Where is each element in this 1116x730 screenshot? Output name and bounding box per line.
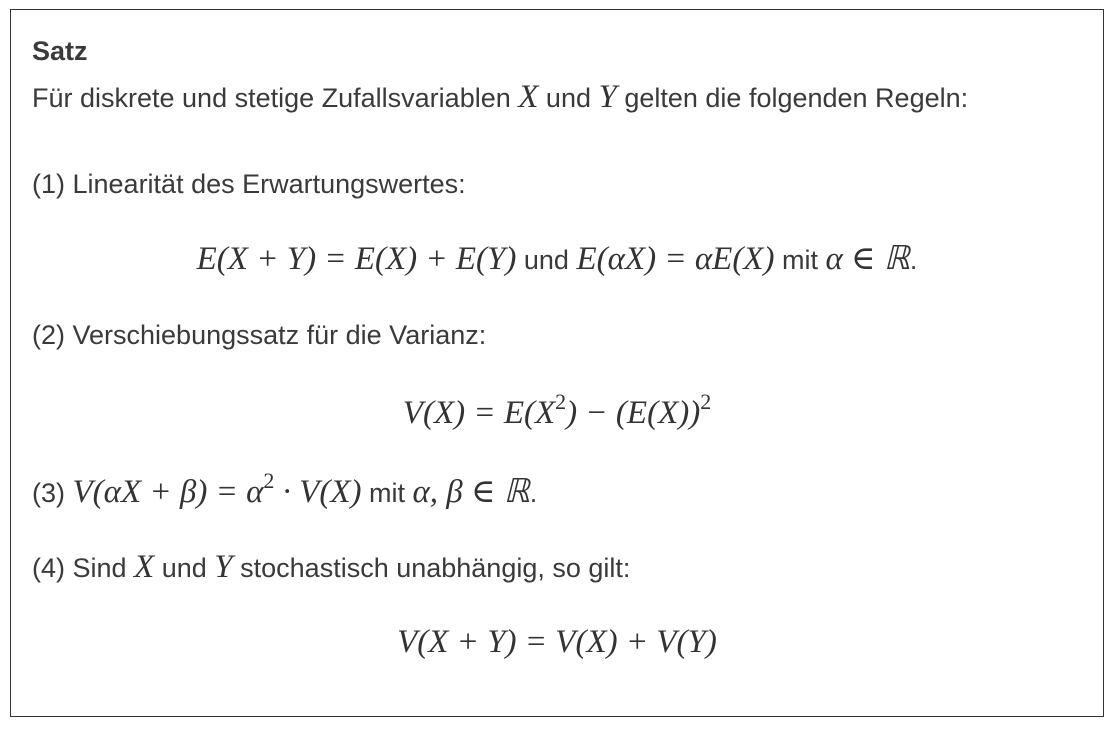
rule4-text-middle: und bbox=[154, 553, 215, 583]
intro-var-y: Y bbox=[598, 79, 617, 115]
theorem-title: Satz bbox=[32, 36, 88, 66]
intro-text-before: Für diskrete und stetige Zufallsvariablen bbox=[32, 83, 519, 113]
intro-var-x: X bbox=[518, 79, 539, 115]
rule3-connector-mit: mit bbox=[361, 478, 413, 508]
rule1-formula bbox=[10, 242, 1104, 277]
rule4-var-y: Y bbox=[214, 549, 233, 585]
rule3-condition: α, β ∈ ℝ bbox=[412, 474, 530, 510]
rule3-label: (3) bbox=[32, 478, 73, 508]
rule1-condition: α ∈ ℝ bbox=[825, 241, 910, 277]
rule4-formula-text: V(X + Y) = V(X) + V(Y) bbox=[397, 624, 717, 660]
rule4-heading bbox=[32, 550, 630, 585]
rule2-formula-left: V(X) = E(X bbox=[402, 395, 556, 431]
rule3-exponent: 2 bbox=[263, 468, 275, 493]
intro-text-after: gelten die folgenden Regeln: bbox=[616, 83, 969, 113]
rule1-formula-homogeneity: E(αX) = αE(X) bbox=[576, 241, 775, 277]
rule3 bbox=[32, 468, 538, 512]
rule2-formula-middle: ) − (E(X)) bbox=[566, 395, 701, 431]
rule4-text-after: stochastisch unabhängig, so gilt: bbox=[232, 553, 631, 583]
rule1-end: . bbox=[909, 245, 918, 275]
intro-text-middle: und bbox=[538, 83, 599, 113]
rule2-exponent-1: 2 bbox=[555, 389, 567, 414]
rule4-text-before: (4) Sind bbox=[32, 553, 135, 583]
rule3-end: . bbox=[529, 478, 538, 508]
theorem-intro bbox=[32, 80, 968, 115]
rule1-connector-mit: mit bbox=[774, 245, 826, 275]
rule2-formula bbox=[10, 389, 1104, 433]
rule1-connector-und: und bbox=[516, 245, 577, 275]
rule3-formula-right: · V(X) bbox=[274, 474, 362, 510]
rule1-heading: (1) Linearität des Erwartungswertes: bbox=[32, 169, 466, 199]
theorem-box bbox=[10, 9, 1104, 717]
rule2-heading: (2) Verschiebungssatz für die Varianz: bbox=[32, 320, 487, 350]
rule4-formula bbox=[10, 625, 1104, 660]
rule1-formula-additivity: E(X + Y) = E(X) + E(Y) bbox=[196, 241, 517, 277]
rule3-formula-left: V(αX + β) = α bbox=[72, 474, 264, 510]
rule2-exponent-2: 2 bbox=[700, 389, 712, 414]
rule4-var-x: X bbox=[134, 549, 155, 585]
